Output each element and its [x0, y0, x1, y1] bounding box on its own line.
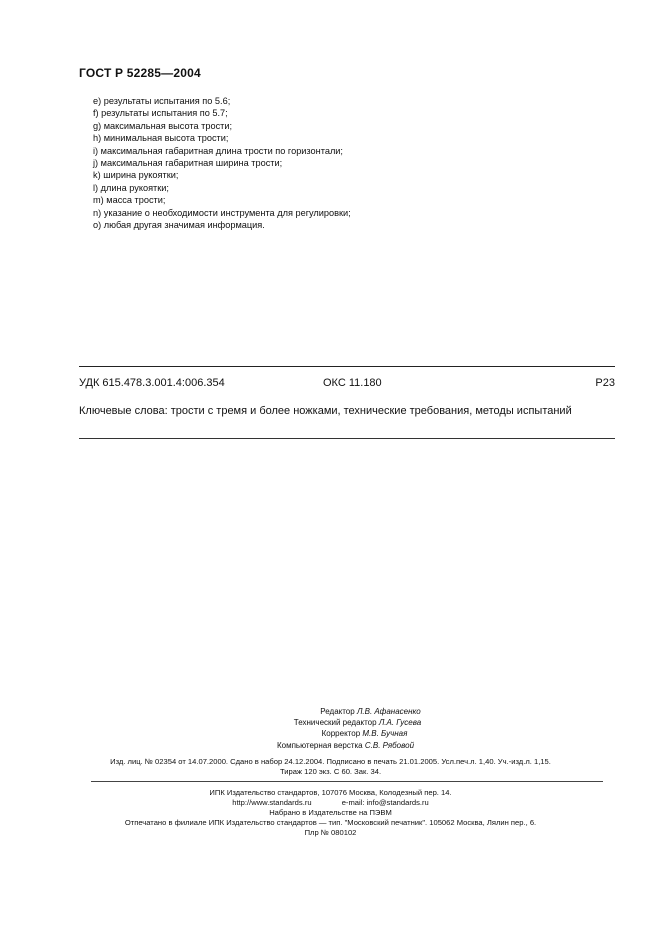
editor-line: [0, 706, 661, 717]
corrector-line: [0, 728, 661, 739]
list-item: g) максимальная высота трости;: [93, 120, 233, 131]
editor-name: Л.В. Афанасенко: [356, 707, 421, 716]
printer-info: [0, 788, 661, 838]
corrector-name: М.В. Бучная: [362, 729, 408, 739]
printer-line-5: Плр № 080102: [304, 828, 357, 837]
top-divider: [79, 366, 615, 367]
printer-contacts: [0, 798, 661, 808]
email-link[interactable]: e-mail: info@standards.ru: [341, 798, 429, 807]
list-item: n) указание о необходимости инструмента для регулировки;: [93, 207, 351, 218]
printer-line-4: Отпечатано в филиале ИПК Издательство стандартов — тип. "Московский печатник". 105062 Москва, Лялин пер., 6.: [124, 818, 537, 827]
bottom-divider: [79, 438, 615, 439]
list-item: f) результаты испытания по 5.7;: [93, 108, 228, 119]
list-item: h) минимальная высота трости;: [93, 133, 229, 144]
keywords-line: Ключевые слова: трости с тремя и более ножками, технические требования, методы испытаний: [79, 405, 572, 417]
oks-code: ОКС 11.180: [323, 377, 382, 389]
printer-line-3: Набрано в Издательстве на ПЭВМ: [269, 808, 392, 817]
list-item: j) максимальная габаритная ширина трости;: [93, 158, 283, 169]
printer-line-1: ИПК Издательство стандартов, 107076 Москва, Колодезный пер. 14.: [209, 788, 452, 797]
document-title: ГОСТ Р 52285—2004: [79, 66, 201, 80]
list-item: l) длина рукоятки;: [93, 182, 169, 193]
list-item: o) любая другая значимая информация.: [93, 220, 265, 231]
layout-name: С.В. Рябовой: [364, 740, 415, 750]
layout-label: Компьютерная верстка: [276, 740, 363, 750]
list-item: e) результаты испытания по 5.6;: [93, 96, 231, 106]
publication-info: [0, 757, 661, 777]
imprint-divider: [91, 781, 603, 782]
tech-editor-label: Технический редактор: [293, 718, 377, 728]
list-item: k) ширина рукоятки;: [93, 170, 179, 181]
classification-row: [79, 377, 615, 391]
credits-block: [0, 706, 661, 751]
publication-line-2: Тираж 120 экз. С 60. Зак. 34.: [279, 767, 382, 776]
list-item: i) максимальная габаритная длина трости по горизонтали;: [93, 145, 343, 156]
publication-line-1: Изд. лиц. № 02354 от 14.07.2000. Сдано в набор 24.12.2004. Подписано в печать 21.01.2005. Усл.печ.л. 1,40. Уч.-изд.л. 1,15.: [110, 757, 551, 766]
layout-line: [0, 740, 661, 751]
tech-editor-name: Л.А. Гусева: [378, 718, 422, 728]
website-link[interactable]: http://www.standards.ru: [232, 798, 312, 807]
tech-editor-line: [0, 717, 661, 728]
list-item: m) масса трости;: [93, 195, 166, 206]
class-code: Р23: [595, 377, 615, 389]
udk-code: УДК 615.478.3.001.4:006.354: [79, 377, 225, 389]
requirements-list: [93, 95, 351, 231]
corrector-label: Корректор: [321, 729, 361, 739]
editor-label: Редактор: [320, 707, 355, 716]
